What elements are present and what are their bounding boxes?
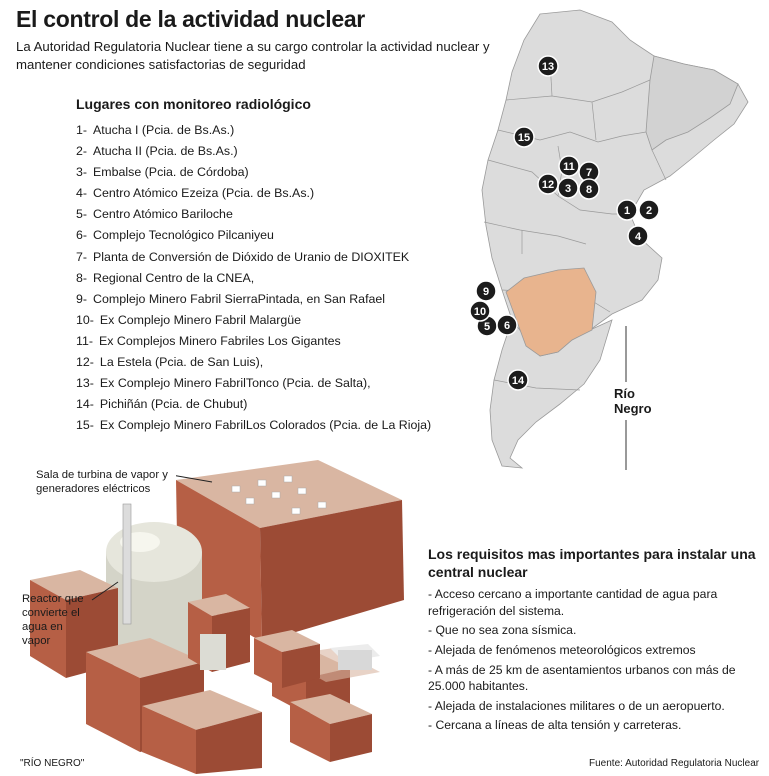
map-marker-number: 8: [585, 184, 593, 196]
site-name: Ex Complejo Minero FabrilLos Colorados (Pcia. de La Rioja): [99, 418, 432, 433]
requirement-item: - Alejada de fenómenos meteorológicos extremos: [428, 642, 696, 657]
requirement-item: - Acceso cercano a importante cantidad de agua para refrigeración del sistema.: [428, 587, 718, 618]
monitoring-site-item: [76, 268, 431, 289]
map-marker: [579, 179, 599, 199]
monitoring-site-item: [76, 352, 431, 373]
site-number: 4-: [76, 186, 88, 201]
callout-turbine: Sala de turbina de vapor y generadores eléctricos: [36, 468, 176, 496]
requirements-list: [428, 586, 764, 737]
monitoring-site-list: [76, 120, 431, 436]
site-number: 10-: [76, 312, 94, 327]
callout-reactor: Reactor que convierte el agua en vapor: [22, 593, 84, 647]
map-marker-number: 10: [473, 306, 487, 318]
requirement-item: - Cercana a líneas de alta tensión y carreteras.: [428, 718, 682, 733]
monitoring-site-item: [76, 373, 431, 394]
site-number: 11-: [76, 333, 93, 348]
map-marker: [538, 174, 558, 194]
monitoring-site-item: [76, 394, 431, 415]
map-marker: [497, 315, 517, 335]
site-name: Complejo Minero Fabril SierraPintada, en San Rafael: [93, 291, 386, 306]
map-marker: [628, 226, 648, 246]
map-marker: [559, 156, 579, 176]
map-marker-number: 12: [541, 179, 555, 191]
map-marker: [617, 200, 637, 220]
site-name: Atucha I (Pcia. de Bs.As.): [93, 123, 235, 137]
monitoring-site-item: [76, 183, 431, 204]
requirement-item: - A más de 25 km de asentamientos urbanos con más de 25.000 habitantes.: [428, 662, 736, 694]
monitoring-site-item: [76, 204, 431, 225]
site-number: 9-: [76, 291, 88, 306]
source-text: Fuente: Autoridad Regulatoria Nuclear: [589, 758, 760, 769]
map-marker-number: 14: [511, 375, 525, 387]
map-marker-number: 15: [517, 132, 531, 144]
map-marker: [476, 281, 496, 301]
map-marker-number: 7: [585, 167, 593, 179]
requirements-heading: Los requisitos mas importantes para instalar una central nuclear: [428, 546, 756, 580]
monitoring-site-item: [76, 141, 431, 162]
site-number: 12-: [76, 355, 94, 370]
map-marker: [508, 370, 528, 390]
rio-negro-label: [614, 386, 652, 416]
site-name: Complejo Tecnológico Pilcaniyeu: [93, 228, 274, 243]
site-name: Embalse (Pcia. de Córdoba): [93, 165, 249, 180]
site-number: 15-: [76, 418, 94, 433]
map-marker: [639, 200, 659, 220]
site-name: Pichiñán (Pcia. de Chubut): [99, 397, 248, 412]
monitoring-site-item: [76, 225, 431, 246]
site-name: Centro Atómico Bariloche: [93, 207, 233, 222]
monitoring-site-item: [76, 289, 431, 310]
monitoring-site-item: [76, 415, 431, 436]
map-marker-number: 5: [483, 321, 491, 333]
map-marker-number: 6: [503, 320, 511, 332]
page-title: El control de la actividad nuclear: [16, 6, 365, 32]
map-marker-number: 2: [645, 205, 653, 217]
map-marker-number: 13: [541, 61, 555, 73]
site-number: 3-: [76, 165, 88, 180]
map-marker: [558, 178, 578, 198]
site-number: 8-: [76, 270, 88, 285]
rio-negro-label-line2: Negro: [614, 401, 652, 416]
site-name: Ex Complejo Minero Fabril Malargüe: [99, 312, 302, 327]
map-marker-number: 3: [564, 183, 572, 195]
site-number: 14-: [76, 397, 94, 412]
site-number: 13-: [76, 376, 94, 391]
site-number: 1-: [76, 123, 88, 137]
monitoring-site-item: [76, 331, 431, 352]
monitoring-heading: Lugares con monitoreo radiológico: [76, 96, 311, 112]
site-name: Centro Atómico Ezeiza (Pcia. de Bs.As.): [93, 186, 315, 201]
map-marker-number: 1: [623, 205, 631, 217]
site-name: Ex Complejo Minero FabrilTonco (Pcia. de Salta),: [99, 376, 371, 391]
page-subtitle: La Autoridad Regulatoria Nuclear tiene a su cargo controlar la actividad nuclear y mantener condiciones satisfactorias de seguridad: [16, 39, 490, 72]
site-name: La Estela (Pcia. de San Luis),: [99, 355, 264, 370]
map-marker: [538, 56, 558, 76]
map-marker: [514, 127, 534, 147]
site-number: 5-: [76, 207, 88, 222]
monitoring-site-item: [76, 120, 431, 141]
site-name: Ex Complejos Minero Fabriles Los Gigantes: [99, 333, 341, 348]
monitoring-site-item: [76, 310, 431, 331]
site-number: 2-: [76, 144, 88, 159]
requirement-item: - Alejada de instalaciones militares o de un aeropuerto.: [428, 698, 725, 713]
map-marker-number: 9: [482, 286, 490, 298]
rio-negro-label-line1: Río: [614, 386, 635, 401]
map-marker-number: 11: [563, 161, 575, 173]
monitoring-site-item: [76, 247, 431, 268]
requirement-item: - Que no sea zona sísmica.: [428, 623, 577, 638]
map-marker: [470, 301, 490, 321]
monitoring-site-item: [76, 162, 431, 183]
site-number: 7-: [76, 249, 88, 264]
site-name: Planta de Conversión de Dióxido de Uranio de DIOXITEK: [93, 249, 410, 264]
map-marker-number: 4: [634, 231, 642, 243]
site-name: Atucha II (Pcia. de Bs.As.): [93, 144, 238, 159]
credit-text: "RÍO NEGRO": [20, 758, 85, 769]
site-name: Regional Centro de la CNEA,: [93, 270, 255, 285]
site-number: 6-: [76, 228, 88, 243]
